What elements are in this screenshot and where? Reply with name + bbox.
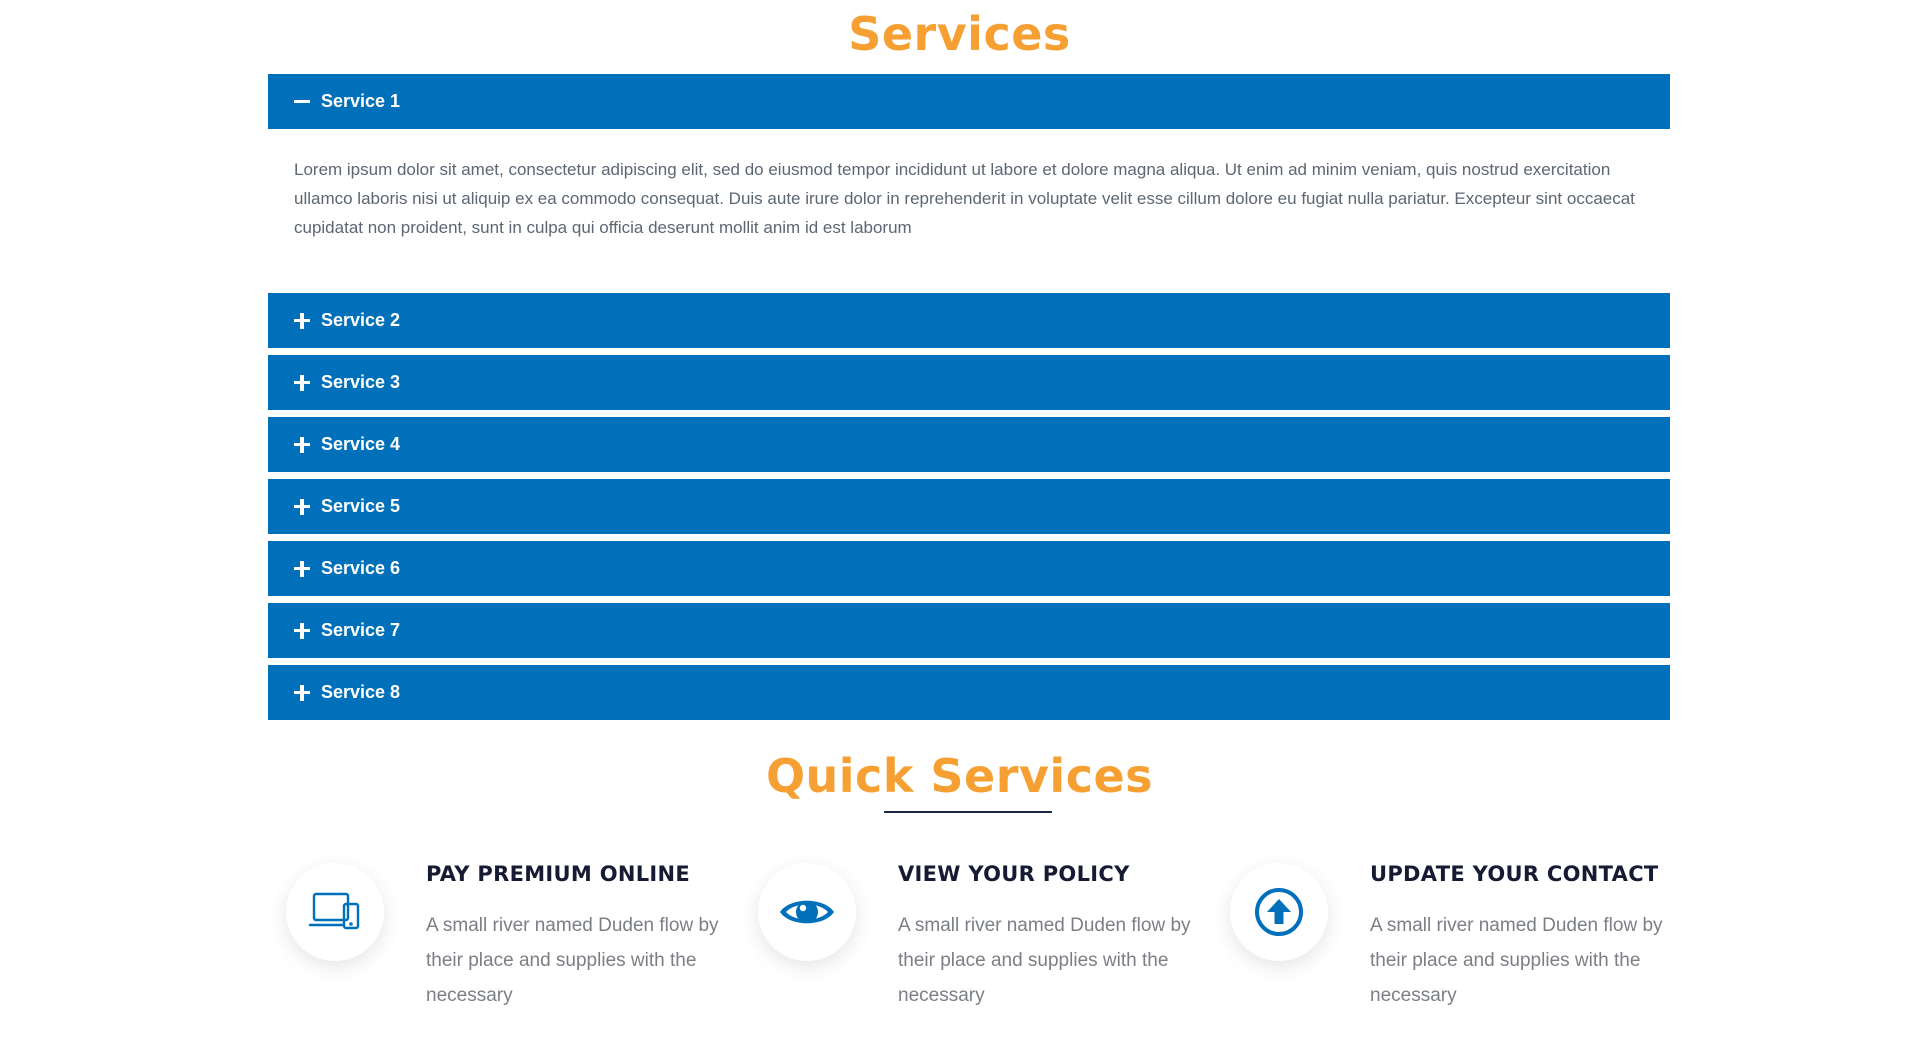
accordion-header-service-6[interactable] — [268, 541, 1670, 596]
accordion-header-service-3[interactable] — [268, 355, 1670, 410]
quick-service-card-pay-premium[interactable] — [268, 855, 728, 1025]
accordion-panel-service-1 — [268, 129, 1670, 286]
plus-icon — [294, 313, 310, 329]
accordion-label: Service 8 — [321, 682, 401, 702]
card-description: A small river named Duden flow by their place and supplies with the necessary — [426, 915, 719, 1006]
card-heading: VIEW YOUR POLICY — [898, 862, 1130, 886]
accordion-label: Service 5 — [321, 496, 401, 516]
accordion-label: Service 1 — [321, 91, 401, 111]
services-accordion — [268, 74, 1670, 727]
minus-icon — [294, 94, 310, 110]
plus-icon — [294, 561, 310, 577]
card-description: A small river named Duden flow by their place and supplies with the necessary — [898, 915, 1191, 1006]
plus-icon — [294, 623, 310, 639]
card-description: A small river named Duden flow by their place and supplies with the necessary — [1370, 915, 1663, 1006]
accordion-body-text: Lorem ipsum dolor sit amet, consectetur adipiscing elit, sed do eiusmod tempor incididunt ut labore et dolore magna aliqua. Ut enim ad minim veniam, quis nostrud exercitation ullamco laboris nisi ut aliquip ex ea commodo consequat. Duis aute irure dolor in reprehenderit in voluptate velit esse cillum dolore eu fugiat nulla pariatur. Excepteur sint occaecat cupidatat non proident, sunt in culpa qui officia deserunt mollit anim id est laborum — [294, 160, 1635, 237]
quick-service-card-update-contact[interactable] — [1212, 855, 1672, 1025]
devices-icon — [308, 890, 362, 934]
accordion-header-service-5[interactable] — [268, 479, 1670, 534]
icon-circle — [1230, 863, 1328, 961]
quick-service-card-view-policy[interactable] — [740, 855, 1200, 1025]
arrow-up-circle-icon — [1254, 887, 1304, 937]
card-heading: PAY PREMIUM ONLINE — [426, 862, 691, 886]
title-underline — [884, 811, 1052, 813]
accordion-header-service-1[interactable] — [268, 74, 1670, 129]
accordion-header-service-7[interactable] — [268, 603, 1670, 658]
plus-icon — [294, 375, 310, 391]
services-title: Services — [848, 7, 1071, 61]
quick-services-title: Quick Services — [765, 749, 1154, 803]
accordion-label: Service 3 — [321, 372, 401, 392]
accordion-header-service-8[interactable] — [268, 665, 1670, 720]
accordion-label: Service 6 — [321, 558, 401, 578]
plus-icon — [294, 685, 310, 701]
plus-icon — [294, 499, 310, 515]
accordion-header-service-4[interactable] — [268, 417, 1670, 472]
plus-icon — [294, 437, 310, 453]
accordion-header-service-2[interactable] — [268, 293, 1670, 348]
accordion-label: Service 2 — [321, 310, 401, 330]
icon-circle — [758, 863, 856, 961]
accordion-label: Service 7 — [321, 620, 401, 640]
accordion-label: Service 4 — [321, 434, 401, 454]
eye-icon — [778, 892, 836, 932]
icon-circle — [286, 863, 384, 961]
card-heading: UPDATE YOUR CONTACT — [1370, 862, 1659, 886]
